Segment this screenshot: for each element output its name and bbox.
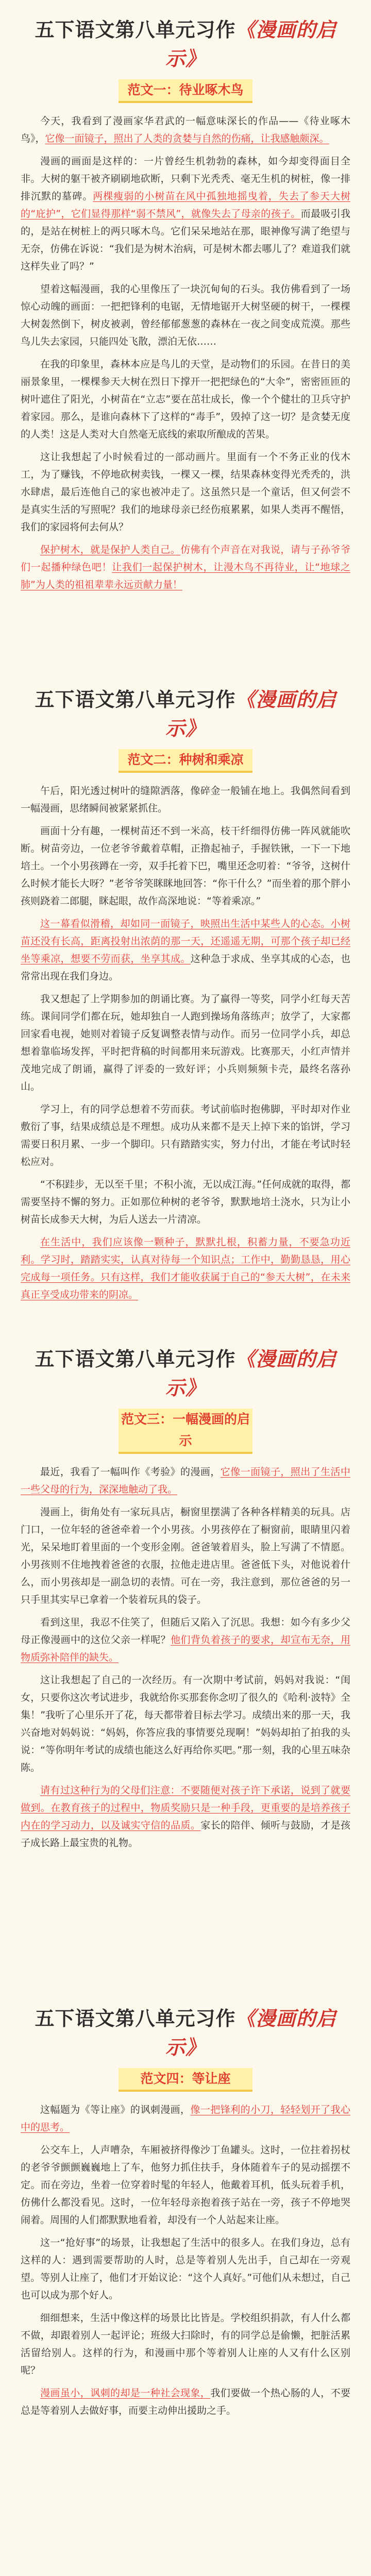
paragraph: 午后，阳光透过树叶的缝隙洒落，像碎金一般铺在地上。我偶然间看到一幅漫画，思绪瞬间被紧紧抓住。 [21,785,350,814]
paragraph: 在我的印象里，森林本应是鸟儿的天堂，是动物们的乐园。在昔日的美丽景象里，一棵棵参天大树在烈日下撑开一把把绿色的“大伞”，密密匝匝的树叶遮住了阳光，小树苗在“立志”要在茁壮成长，像一个个健壮的卫兵守护着家园。那么，是谁向森林下了这样的“毒手”，毁掉了这一切？是贪婪无度的人类！这是人类对大自然毫无底线的索取所酿成的苦果。 [21,359,350,440]
paragraph: 这幅题为《等让座》的讽刺漫画，像一把锋利的小刀，轻轻划开了我心中的思考。 [21,2104,350,2133]
paragraph: 这一“抢好事”的场景，让我想起了生活中的很多人。在我们身边，总有这样的人：遇到需要帮助的人时，总是等着别人先出手，自己却在一旁观望。等别人让座了，他们才开始议论：“这个人真好。”可他们从未想过，自己也可以成为那个好人。 [21,2237,350,2301]
title-highlight: 《漫画的启示》 [165,19,336,70]
paragraph: 公交车上，人声嘈杂，车厢被挤得像沙丁鱼罐头。这时，一位拄着拐杖的老爷爷颤颤巍巍地上了车，他努力抓住扶手，身体随着车子的晃动摇摆不定。而在旁边，坐着一位穿着时髦的年轻人，他戴着耳机，低头玩着手机，仿佛什么都没看见。这时，一位年轻母亲抱着孩子站在一旁，孩子不停地哭闹着。周围的人们都默默地看着，却没有一个人站起来让座。 [21,2144,350,2226]
essay-section-3 [21,1329,350,1978]
title-highlight: 《漫画的启示》 [165,2007,336,2059]
essay-subtitle: 范文四：等让座 [119,2068,252,2092]
paragraph: 这让我想起了小时候看过的一部动画片。里面有一个不务正业的伐木工，为了赚钱，不停地砍树卖钱，一棵又一棵，结果森林变得光秃秃的，洪水肆虐，最后连他自己的家也被冲走了。这虽然只是一个童话，但又何尝不是真实生活的写照呢？我们的地球母亲已经伤痕累累，如果人类再不醒悟，我们的家园将何去何从？ [21,451,350,533]
paragraph: 望着这幅漫画，我的心里像压了一块沉甸甸的石头。我仿佛看到了一场惊心动魄的画面：一把把锋利的电锯，无情地锯开大树坚硬的树干，一棵棵大树轰然倒下，树皮被剥，曾经郁郁葱葱的森林在一夜之间变成荒漠。那些鸟儿失去家园，只能四处飞散，漂泊无依…… [21,283,350,347]
essay-title: 五下语文第八单元习作《漫画的启示》 [35,1348,336,1399]
title-highlight: 《漫画的启示》 [165,1348,336,1399]
essay-section-1 [21,0,350,659]
paragraph: 画面十分有趣，一棵树苗还不到一米高，枝干纤细得仿佛一阵风就能吹断。树苗旁边，一位老爷爷戴着草帽，正撸起袖子，手握铁锹，一下一下地培土。一个小男孩蹲在一旁，双手托着下巴，嘴里还念叨着：“爷爷，这树什么时候才能长大呀？”老爷爷笑眯眯地回答：“你干什么？”而坐着的那个胖小孩则跷着二郎腿，眯起眼，故作高深地说：“等着乘凉。” [21,825,350,907]
paragraph: 最近，我看了一幅叫作《考验》的漫画，它像一面镜子，照出了生活中一些父母的行为，深深地触动了我。 [21,1466,350,1495]
essay-subtitle: 范文二：种树和乘凉 [119,749,252,773]
paragraph: 今天，我看到了漫画家华君武的一幅意味深长的作品——《待业啄木鸟》，它像一面镜子，照出了人类的贪婪与自然的伤痛，让我感触颇深。 [21,115,350,144]
paragraph: 在生活中，我们应该像一颗种子，默默扎根，积蓄力量，不要急功近利。学习时，踏踏实实，认真对待每一个知识点；工作中，勤勤恳恳，用心完成每一项任务。只有这样，我们才能收获属于自己的“参天大树”，在未来真正享受成功带来的阴凉。 [21,1236,350,1300]
paragraph: 学习上，有的同学总想着不劳而获。考试前临时抱佛脚，平时却对作业敷衍了事，结果成绩总是不理想。成功从来都不是天上掉下来的馅饼，学习需要日积月累、一步一个脚印。只有踏踏实实，努力付出，才能在考试时轻松应对。 [21,1104,350,1167]
essay-title: 五下语文第八单元习作《漫画的启示》 [35,2007,336,2059]
paragraph: 保护树木，就是保护人类自己。仿佛有个声音在对我说，请与子孙爷爷们一起播种绿色吧！让我们一起保护树木，让漫木鸟不再待业，让“地球之肺”为人类的祖祖辈辈永远贡献力量！ [21,544,350,590]
paragraph: 看到这里，我忍不住笑了，但随后又陷入了沉思。我想：如今有多少父母正像漫画中的这位父亲一样呢？他们背负着孩子的要求，却宣布无奈，用物质弥补陪伴的缺失。 [21,1617,350,1663]
essay-title: 五下语文第八单元习作《漫画的启示》 [35,688,336,740]
paragraph: “不积跬步，无以至千里；不积小流，无以成江海。”任何成就的取得，都需要坚持不懈的努力。正如那位种树的老爷爷，默默地培土浇水，只为让小树苗长成参天大树，为后人送去一片清凉。 [21,1179,350,1225]
essay-section-2 [21,670,350,1319]
paragraph: 漫画的画面是这样的：一片曾经生机勃勃的森林，如今却变得面目全非。大树的躯干被齐刷刷地砍断，只剩下光秃秃、毫无生机的树桩，像一排排沉默的墓碑。两棵瘦弱的小树苗在风中孤独地摇曳着，失去了参天大树的“庇护”，它们显得那样“弱不禁风”，就像失去了母亲的孩子。而最吸引我的，是站在树桩上的两只啄木鸟。它们呆呆地站在那，眼神像写满了绝望与无奈，仿佛在诉说：“我们是为树木治病，可是树木都去哪儿了？难道我们就这样失业了吗？” [21,156,350,272]
paragraph: 细细想来，生活中像这样的场景比比皆是。学校组织捐款，有人什么都不做，却跟着别人一起评论；班级大扫除时，有的同学总是偷懒，把脏活累活留给别人。这样的行为，和漫画中那个等着别人让座的人又有什么区别呢？ [21,2312,350,2376]
paragraph: 我又想起了上学期参加的朗诵比赛。为了赢得一等奖，同学小红每天苦练。课间同学们都在玩，她却独自一人跑到操场角落练声；放学了，大家都回家看电视，她则对着镜子反复调整表情与动作。而另一位同学小兵，却总想着靠临场发挥，平时把背稿的时间都用来玩游戏。比赛那天，小红声情并茂地完成了朗诵，赢得了评委的一致好评；小兵则频频卡壳，最终名落孙山。 [21,993,350,1092]
paragraph: 这让我想起了自己的一次经历。有一次期中考试前，妈妈对我说：“闺女，只要你这次考试进步，我就给你买那套你念叨了很久的《哈利·波特》全集！”我听了心里乐开了花，每天都带着目标去学习。成绩出来的那一天，我兴奋地对妈妈说：“妈妈，你答应我的事情要兑现啊！”妈妈却拍了拍我的头说：“等你明年考试的成绩也能这么好再给你买吧。”那一刻，我的心里五味杂陈。 [21,1674,350,1773]
essay-subtitle: 范文一：待业啄木鸟 [119,79,252,103]
paragraph: 漫画虽小，讽刺的却是一种社会现象，我们要做一个热心肠的人，不要总是等着别人去做好事，而要主动伸出援助之手。 [21,2387,350,2416]
paragraph: 这一幕看似滑稽，却如同一面镜子，映照出生活中某些人的心态。小树苗还没有长高，距离投射出浓荫的那一天，还遥遥无期，可那个孩子却已经坐等乘凉，想要不劳而获，坐享其成。这种急于求成、坐享其成的心态，也常常出现在我们身边。 [21,918,350,982]
paragraph: 漫画上，街角处有一家玩具店，橱窗里摆满了各种各样精美的玩具。店门口，一位年轻的爸爸牵着一个小男孩。小男孩停在了橱窗前，眼睛里闪着光，呆呆地盯着里面的一个变形金刚。爸爸皱着眉头，脸上写满了不情愿。小男孩则不住地拽着爸爸的衣服，拉他走进店里。爸爸低下头，对他说着什么，而小男孩却是一副急切的表情。可在一旁，我注意到，那位爸爸的另一只手里其实早已拿着一个装着玩具的袋子。 [21,1506,350,1605]
essay-title: 五下语文第八单元习作《漫画的启示》 [35,19,336,70]
title-highlight: 《漫画的启示》 [165,688,336,740]
paragraph: 请有过这种行为的父母们注意：不要随便对孩子许下承诺，说到了就要做到。在教育孩子的过程中，物质奖励只是一种手段，更重要的是培养孩子内在的学习动力，以及诚实守信的品质。家长的陪伴、倾听与鼓励，才是孩子成长路上最宝贵的礼物。 [21,1785,350,1849]
essay-subtitle: 范文三：一幅漫画的启示 [119,1409,252,1454]
essay-section-4 [21,1989,350,2576]
